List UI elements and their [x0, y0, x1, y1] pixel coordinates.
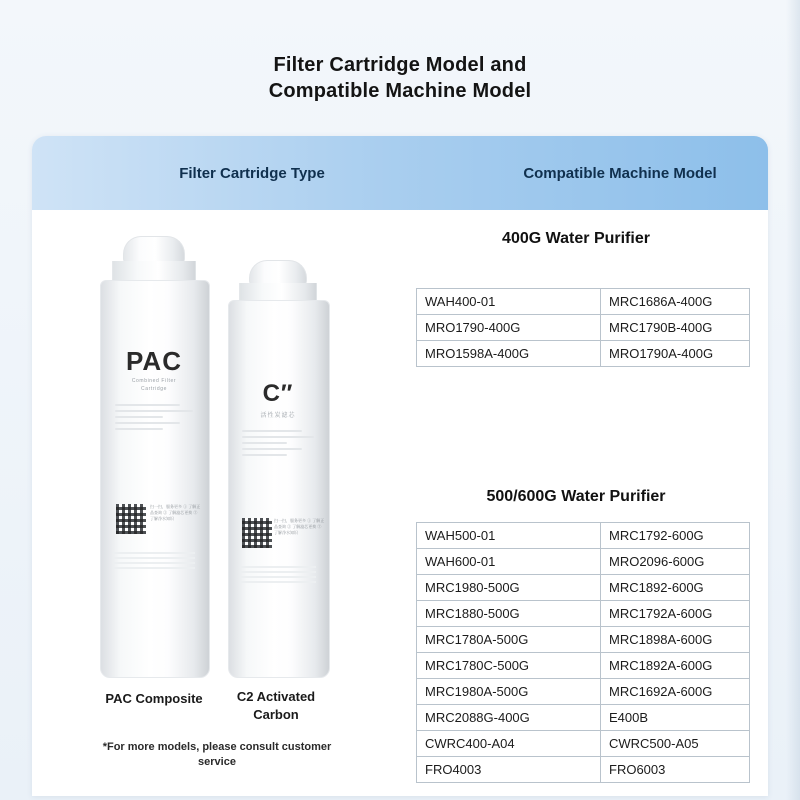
table-row — [417, 731, 750, 757]
header-cell-cartridge-type — [32, 136, 472, 210]
model-cell: MRC1692A-600G — [601, 679, 750, 705]
model-cell: MRC1780A-500G — [417, 627, 601, 653]
table-row — [417, 653, 750, 679]
model-cell: MRC1980A-500G — [417, 679, 601, 705]
model-cell: MRC1898A-600G — [601, 627, 750, 653]
qr-code-note: 扫一扫，服务更多 ① 了解正品查询 ② 了解滤芯更换 ③ 了解净水知识 — [150, 504, 201, 521]
cartridge-body — [228, 300, 330, 678]
cartridge-footer-lines — [113, 552, 195, 572]
qr-code-icon — [116, 504, 146, 534]
customer-service-note: *For more models, please consult customer service — [102, 741, 332, 768]
model-cell: MRC2088G-400G — [417, 705, 601, 731]
cartridge-caption-c2-line-1: C2 Activated — [236, 689, 316, 704]
table-row — [417, 523, 750, 549]
page-title-line-2: Compatible Machine Model — [268, 80, 532, 102]
models-table-400g — [416, 288, 750, 367]
table-row — [417, 341, 750, 367]
table-row — [417, 601, 750, 627]
qr-code-icon — [242, 518, 272, 548]
cartridge-image-pac — [100, 236, 208, 676]
table-row — [417, 289, 750, 315]
model-cell: MRC1892-600G — [601, 575, 750, 601]
cartridge-brand-c2: C″ — [262, 380, 294, 407]
table-row — [417, 679, 750, 705]
compatible-models-column — [384, 210, 768, 796]
cartridge-caption-c2 — [196, 688, 356, 724]
model-cell: MRC1892A-600G — [601, 653, 750, 679]
model-cell: WAH400‑01 — [417, 289, 601, 315]
header-cell-machine-model — [472, 136, 768, 210]
model-cell: WAH500-01 — [417, 523, 601, 549]
model-cell: MRC1686A‑400G — [601, 289, 750, 315]
qr-code-note: 扫一扫，服务更多 ① 了解正品查询 ② 了解滤芯更换 ③ 了解净水知识 — [274, 518, 325, 535]
model-cell: MRC1980-500G — [417, 575, 601, 601]
page-title — [0, 52, 800, 104]
model-cell: FRO6003 — [601, 757, 750, 783]
model-cell: CWRC400-A04 — [417, 731, 601, 757]
cartridge-cap — [249, 260, 307, 285]
section-title-400g: 400G Water Purifier — [502, 230, 650, 247]
cartridge-body — [100, 280, 210, 678]
table-row — [417, 705, 750, 731]
header-label-machine-model: Compatible Machine Model — [523, 164, 717, 182]
cartridge-subtitle-line-1: 活性炭滤芯 — [260, 413, 296, 419]
cartridge-neck — [239, 283, 317, 301]
model-cell: E400B — [601, 705, 750, 731]
table-row — [417, 315, 750, 341]
table-row — [417, 627, 750, 653]
cartridge-subtitle-line-1: Combined Filter — [131, 378, 177, 384]
cartridge-image-c2 — [228, 260, 328, 676]
cartridge-spec-lines — [115, 404, 193, 434]
table-row — [417, 757, 750, 783]
model-cell: MRC1792A-600G — [601, 601, 750, 627]
section-title-500-600g: 500/600G Water Purifier — [486, 488, 666, 505]
table-row — [417, 575, 750, 601]
model-cell: MRC1790B‑400G — [601, 315, 750, 341]
model-cell: MRC1880-500G — [417, 601, 601, 627]
table-row — [417, 549, 750, 575]
cartridge-cap — [123, 236, 185, 263]
model-cell: MRO1790‑400G — [417, 315, 601, 341]
model-cell: MRO1790A‑400G — [601, 341, 750, 367]
model-cell: CWRC500-A05 — [601, 731, 750, 757]
cartridge-caption-pac: PAC Composite — [105, 691, 203, 706]
model-cell: MRC1792-600G — [601, 523, 750, 549]
cartridge-subtitle-line-2: Cartridge — [141, 386, 167, 392]
cartridge-image-column — [32, 210, 384, 796]
cartridge-caption-c2-line-2: Carbon — [253, 707, 299, 722]
cartridge-footer-lines — [240, 566, 316, 586]
header-label-cartridge-type: Filter Cartridge Type — [179, 164, 325, 182]
page-title-line-1: Filter Cartridge Model and — [273, 54, 527, 76]
table-header-band — [32, 136, 768, 210]
model-cell: MRO1598A‑400G — [417, 341, 601, 367]
model-cell: WAH600-01 — [417, 549, 601, 575]
cartridge-neck — [112, 261, 196, 281]
model-cell: FRO4003 — [417, 757, 601, 783]
models-table-500-600g — [416, 522, 750, 783]
model-cell: MRO2096-600G — [601, 549, 750, 575]
model-cell: MRC1780C-500G — [417, 653, 601, 679]
cartridge-spec-lines — [242, 430, 314, 460]
page-edge-shadow — [786, 0, 800, 800]
comparison-card — [32, 136, 768, 796]
cartridge-brand-pac: PAC — [126, 346, 182, 376]
